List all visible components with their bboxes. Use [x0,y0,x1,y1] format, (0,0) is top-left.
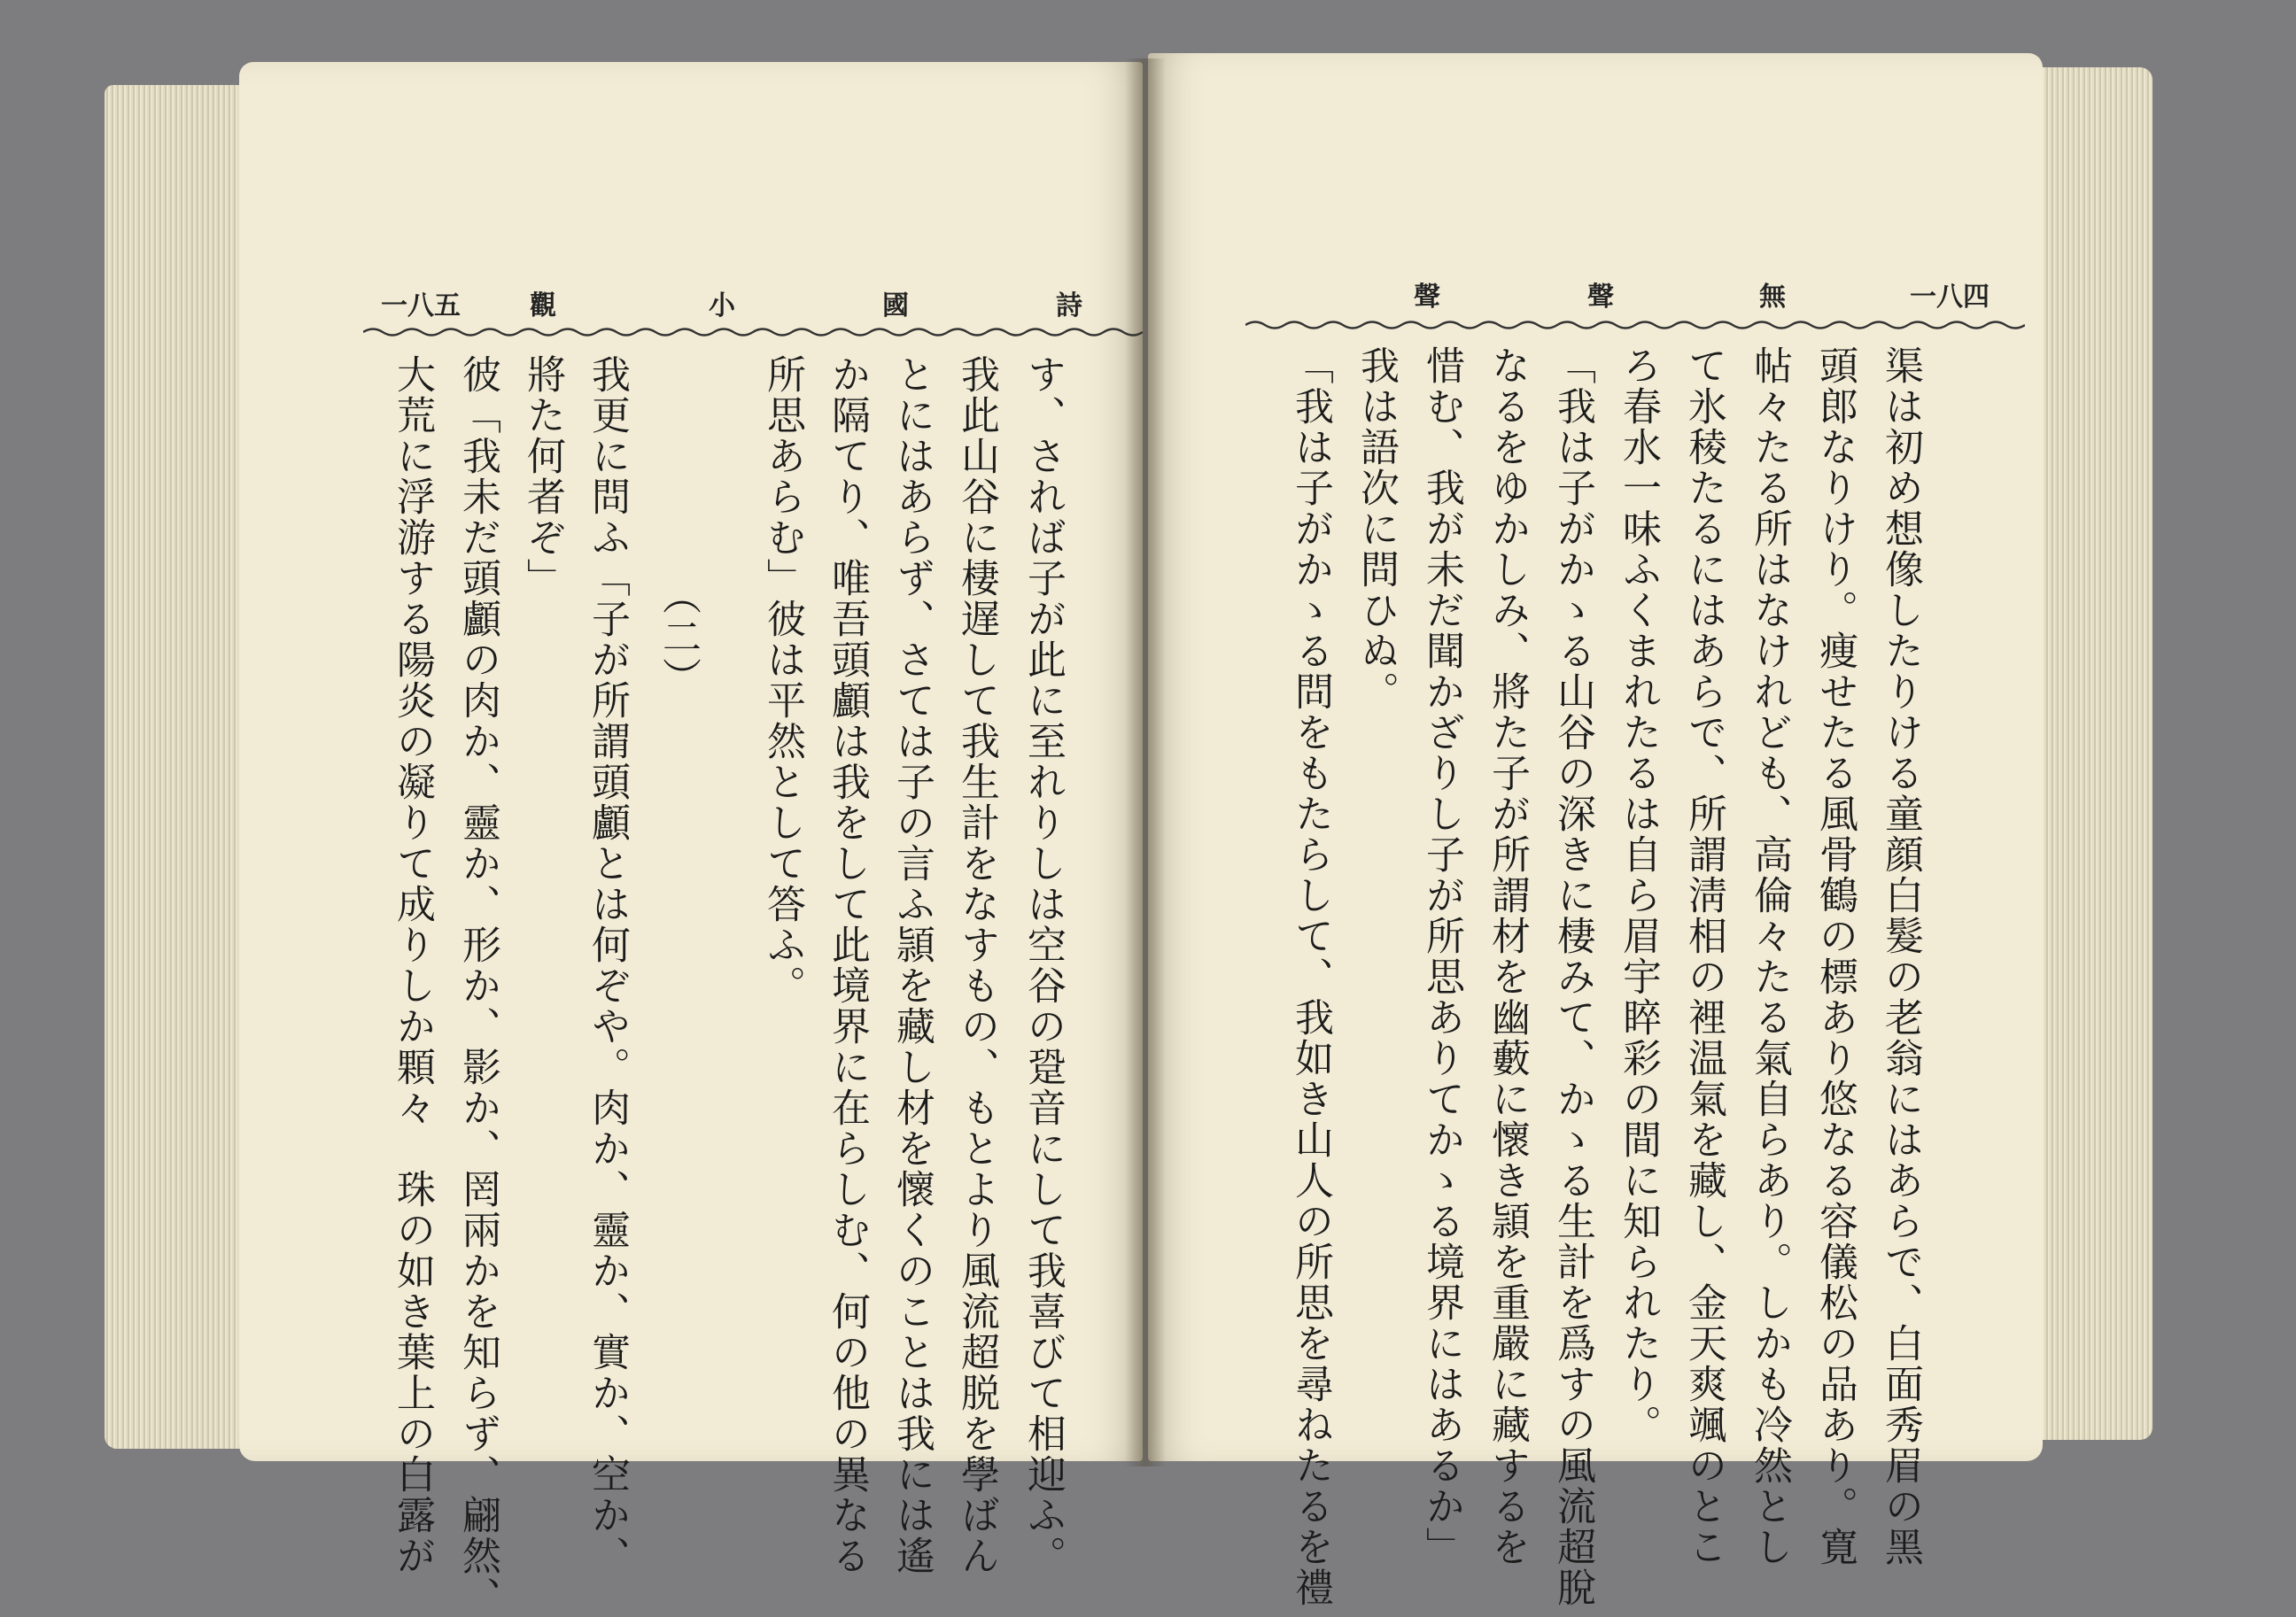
left-text-column-8: 彼「我未だ頭顱の肉か、靈か、形か、影か、罔兩かを知らず、翩然、 [455,354,500,1617]
right-title-char-1: 無 [1759,282,1786,313]
right-page-edges [2028,67,2152,1440]
right-page [1148,53,2043,1608]
right-page-number: 一八四 [1910,282,1990,313]
left-text-column-2: 我此山谷に棲遅して我生計をなすもの、もとより風流超脱を學ばん [954,354,999,1576]
left-text-column-5: 所思あらむ」彼は平然として答ふ。 [760,354,805,1006]
right-text-column-8: 惜む、我が未だ聞かざりし子が所思ありてかゝる境界にはあるか」 [1419,345,1464,1567]
left-text-column-4: か隔てり、唯吾頭顱は我をして此境界に在らしむ、何の他の異なる [825,354,870,1576]
book-gutter [1125,58,1166,1466]
right-text-column-6: 「我は子がかゝる山谷の深きに棲みて、かゝる生計を爲すの風流超脫 [1550,345,1595,1608]
left-page [239,62,1143,1617]
left-page-header [381,283,1107,319]
right-text-column-2: 頭郎なりけり。痩せたる風骨鶴の標あり悠なる容儀松の品あり。寛 [1812,345,1858,1567]
right-text-column-7: なるをゆかしみ、將た子が所謂材を幽藪に懷き頴を重嚴に藏するを [1485,345,1530,1567]
right-text-column-1: 渠は初め想像したりける童顔白髮の老翁にはあらで、白面秀眉の黑 [1878,345,1923,1567]
right-text-column-5: ろ春水一味ふくまれたるは自ら眉宇睟彩の間に知られたり。 [1616,345,1661,1445]
left-page-number: 一八五 [381,290,461,321]
right-text-column-4: て氷稜たるにはあらで、所謂淸相の裡温氣を藏し、金天爽颯のとこ [1681,345,1726,1567]
right-text-column-10: 「我は子がかゝる問をもたらして、我如き山人の所思を尋ねたるを禮 [1288,345,1333,1608]
right-text-column-9: 我は語次に問ひぬ。 [1354,345,1399,712]
right-title-char-3: 聲 [1414,282,1440,313]
left-text-column-7: 將た何者ぞ」 [520,354,565,599]
left-header-rule [363,326,1143,338]
right-page-header [1414,275,1990,313]
right-text-column-3: 帖々たる所はなけれども、高倫々たる氣自らあり。しかも冷然とし [1747,345,1792,1567]
left-title-char-1: 詩 [1056,290,1082,321]
right-header-rule [1245,319,2025,331]
left-title-char-4: 觀 [530,290,556,321]
left-text-column-9: 大荒に浮游する陽炎の凝りて成りしか顆々 珠の如き葉上の白露が [390,354,435,1576]
left-section-heading: （二） [655,576,701,698]
left-title-char-2: 國 [882,290,909,321]
left-title-char-3: 小 [709,290,735,321]
left-page-edges [105,85,255,1449]
left-text-column-3: とにはあらず、さては子の言ふ頴を藏し材を懷くのことは我には遙 [889,354,935,1576]
left-text-column-1: す、されば子が此に至れりしは空谷の跫音にして我喜びて相迎ふ。 [1020,354,1066,1576]
right-title-char-2: 聲 [1587,282,1614,313]
left-text-column-6: 我更に問ふ「子が所謂頭顱とは何ぞや。肉か、靈か、實か、空か、 [585,354,630,1576]
